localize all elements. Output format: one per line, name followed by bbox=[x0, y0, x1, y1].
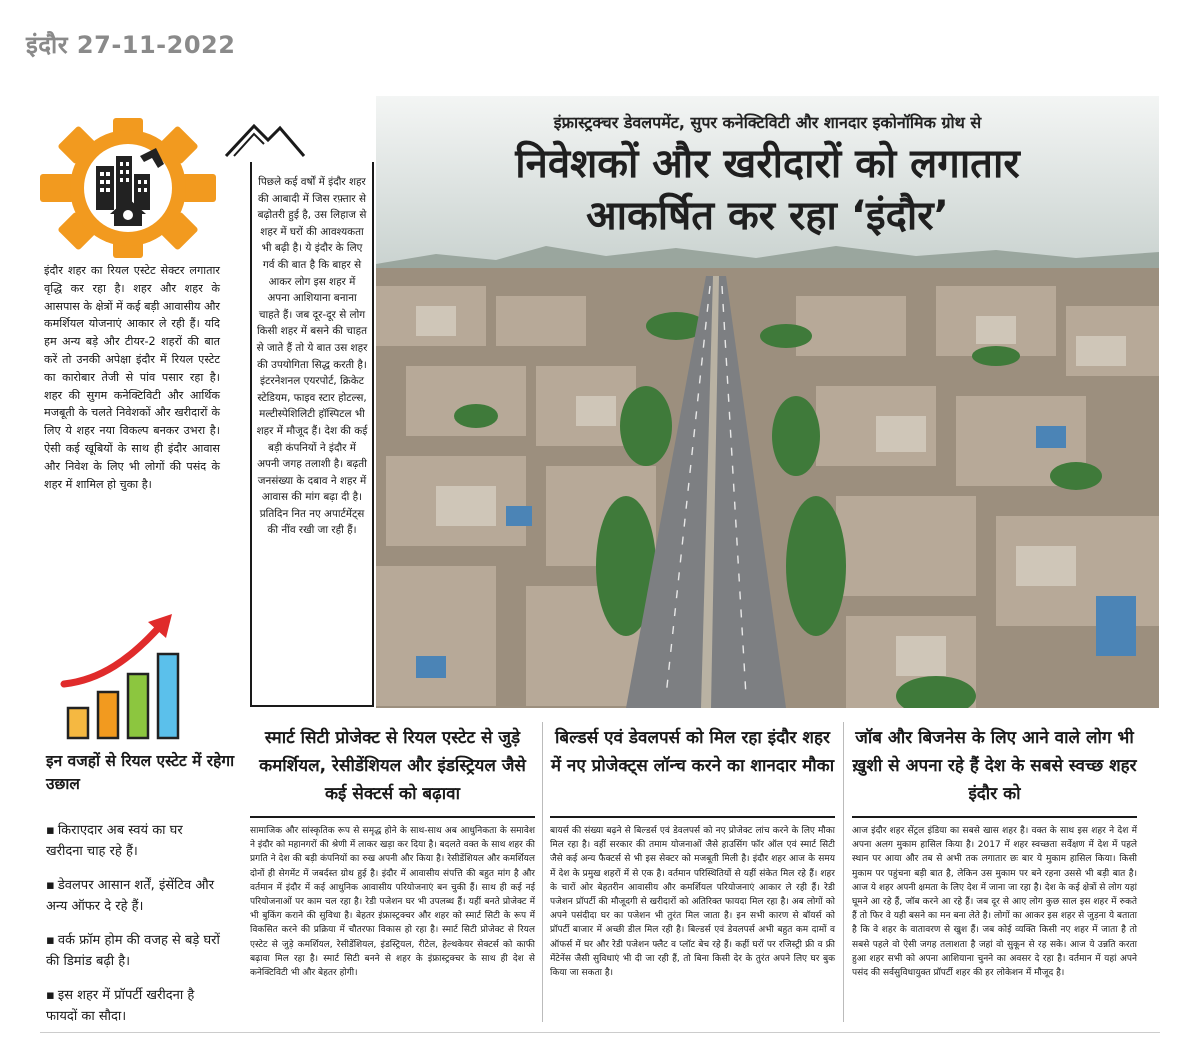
bullet-icon: ▪ bbox=[46, 933, 55, 948]
bullet-icon: ▪ bbox=[46, 823, 55, 838]
headline-line: आकर्षित कर रहा ‘इंदौर’ bbox=[586, 193, 949, 239]
reasons-title: इन वजहों से रियल एस्टेट में रहेगा उछाल bbox=[46, 752, 235, 793]
hero-kicker: इंफ्रास्ट्रक्चर डेवलपमेंट, सुपर कनेक्टिविटी और शानदार इकोनॉमिक ग्रोथ से bbox=[553, 113, 982, 132]
reasons-list bbox=[46, 820, 222, 1040]
article-body: बायर्स की संख्या बढ़ने से बिल्डर्स एवं डेवलपर्स को नए प्रोजेक्ट लांच करने के लिए मौका मिल रहा है। वहीं सरकार की तमाम योजनाओं जैसे हाउसिंग फॉर ऑल एवं स्मार्ट सिटी जैसे कई अन्य फैक्टर्स से भी इस सेक्टर को मजबूती मिली है। इंदौर शहर आज के समय में देश के प्रमुख शहरों में से एक है। वर्तमान परिस्थितियों से यहीं संकेत मिल रहे हैं। शहर के चारों ओर बेहतरीन आवासीय और कमर्शियल परियोजनाएं आकार ले रही हैं। रेडी पजेशन प्रॉपर्टी की मौजूदगी से खरीदारों को अतिरिक्त फायदा मिल रहा है। अब लोगों को अपने पसंदीदा घर का पजेशन भी तुरंत मिल जाता है। इन सभी कारण से बॉयर्स को प्रॉपर्टी बाजार में अच्छी डील मिल रही है। बिल्डर्स एवं डेवलपर्स अभी बहुत कम दामों व ऑफर्स में घर और रेडी पजेशन फ्लैट व प्लॉट बेच रहे हैं। कहीं घरों पर रजिस्ट्री फ्री व फ्री मेंटेनेंस जैसी सुविधाएं भी दी जा रही हैं, तो बिना किसी देर के तुरंत अपने लिए घर बुक किया जा सकता है। bbox=[550, 826, 835, 979]
reason-item bbox=[46, 930, 222, 972]
dateline: इंदौर 27-11-2022 bbox=[26, 31, 236, 59]
reason-text: किराएदार अब स्वयं का घर खरीदना चाह रहे हैं। bbox=[46, 823, 183, 859]
article-clean-city bbox=[852, 720, 1137, 980]
mid-column-text: पिछले कई वर्षों में इंदौर शहर की आबादी में जिस रफ़्तार से बढ़ोतरी हुई है, उस लिहाज से शहर में घरों की आवश्यकता भी बढ़ी है। ये इंदौर के लिए गर्व की बात है कि बाहर से आकर लोग इस शहर में अपना आशियाना बनाना चाहते हैं। जब दूर-दूर से लोग किसी शहर में बसने की चाहत से जाते हैं तो ये बात उस शहर की उपयोगिता सिद्ध करती है। इंटरनेशनल एयरपोर्ट, क्रिकेट स्टेडियम, फाइव स्टार होटल्स, मल्टीस्पेशिलिटी हॉस्पिटल भी शहर में मौजूद हैं। देश की कई बड़ी कंपनियों ने इंदौर में अपनी जगह तलाशी है। बढ़ती जनसंख्या के दबाव ने शहर में आवास की मांग बढ़ा दी है। प्रतिदिन नित नए अपार्टमेंट्स की नींव रखी जा रही हैं। bbox=[256, 176, 368, 537]
headline-line: निवेशकों और खरीदारों को लगातार bbox=[515, 141, 1020, 187]
column-divider bbox=[542, 722, 543, 1022]
hero-headline bbox=[376, 138, 1159, 242]
reason-item bbox=[46, 820, 222, 862]
reason-item bbox=[46, 875, 222, 917]
article-body: आज इंदौर शहर सेंट्रल इंडिया का सबसे खास शहर है। वक्त के साथ इस शहर ने देश में अपना अलग मुकाम हासिल किया है। 2017 में शहर स्वच्छता सर्वेक्षण में देश में पहले स्थान पर आया और तब से अभी तक लगातार छः बार ये मुकाम हासिल किया। किसी मुकाम पर पहुंचना बड़ी बात है, लेकिन उस मुकाम पर बने रहना उससे भी बड़ी बात है। आज ये शहर अपनी क्षमता के लिए देश में जाना जा रहा है। देश के कई क्षेत्रों से लोग यहां घूमने आ रहे हैं, जॉब करने आ रहे हैं। जब दूर से आए लोग कुछ साल इस शहर में रुकते हैं तो फिर वे यही बसने का मन बना लेते है। लोगों का आकर इस शहर से जुड़ना ये बताता है कि वे शहर के वातावरण से खुश हैं। जब कोई व्यक्ति किसी नए शहर में जाता है तो सबसे पहले वो ऐसी जगह तलाशता है जहां वो सुकून से रह सके। आज ये उन्नति करता हुआ शहर सभी को अपना आशियाना चुनने का अवसर दे रहा है। वर्तमान में यहां अपने पसंद की सर्वसुविधायुक्त प्रॉपर्टी शहर की हर लोकेशन में मौजूद है। bbox=[852, 826, 1137, 979]
article-smart-city bbox=[250, 720, 535, 980]
reason-text: वर्क फ्रॉम होम की वजह से बड़े घरों की डिमांड बढ़ी है। bbox=[46, 933, 220, 969]
reason-text: डेवलपर आसान शर्तें, इंसेंटिव और अन्य ऑफर दे रहे हैं। bbox=[46, 878, 215, 914]
bullet-icon: ▪ bbox=[46, 988, 55, 1003]
reason-item bbox=[46, 985, 222, 1027]
bottom-rule bbox=[40, 1032, 1160, 1033]
hero-aerial-photo bbox=[376, 96, 1159, 708]
gear-building-icon bbox=[40, 118, 216, 258]
article-headline: बिल्डर्स एवं डेवलपर्स को मिल रहा इंदौर शहर में नए प्रोजेक्ट्स लॉन्च करने का शानदार मौका bbox=[550, 720, 835, 818]
article-body: सामाजिक और सांस्कृतिक रूप से समृद्ध होने के साथ-साथ अब आधुनिकता के समावेश ने इंदौर को महानगरों की श्रेणी में लाकर खड़ा कर दिया है। बदलते वक्त के साथ शहर की प्रगति ने देश की बड़ी कंपनियों का रुख अपनी और किया है। रेसीडेंशियल और कमर्शियल दोनों ही सेगमेंट में जबर्दस्त ग्रोथ हुई है। इंदौर में आवासीय संपत्ति की बहुत मांग है और वर्तमान में इंदौर में कई आधुनिक आवासीय परियोजनाएं बन चुकी हैं। साथ ही कई नई परियोजनाओं पर काम चल रहा है। रेडी पजेशन घर भी उपलब्ध हैं। यहीं बनते प्रोजेक्ट में भी बुकिंग कराने की सुविधा है। बेहतर इंफ्रास्ट्रक्चर और शहर को स्मार्ट सिटी के रूप में विकसित करने की प्रक्रिया में चौतरफा विकास हो रहा है। स्मार्ट सिटी प्रोजेक्ट से रियल एस्टेट से जुड़े कमर्शियल, रेसीडेंशियल, इंडस्ट्रियल, रीटेल, हेल्थकेयर सेक्टर्स को काफी बढ़ावा मिल रहा है। स्मार्ट सिटी बनने से शहर के इंफ्रास्ट्रक्चर के साथ ही देश से कनेक्टिविटी भी और बेहतर होगी। bbox=[250, 826, 535, 979]
bullet-icon: ▪ bbox=[46, 878, 55, 893]
article-headline: स्मार्ट सिटी प्रोजेक्ट से रियल एस्टेट से जुड़े कमर्शियल, रेसीडेंशियल और इंडस्ट्रियल जैसे कई सेक्टर्स को बढ़ावा bbox=[250, 720, 535, 818]
roof-mountain-icon bbox=[224, 118, 306, 158]
growth-bar-chart-icon bbox=[60, 610, 190, 742]
intro-paragraph: इंदौर शहर का रियल एस्टेट सेक्टर लगातार वृद्धि कर रहा है। शहर और शहर के आसपास के क्षेत्रों में कई बड़ी आवासीय और कमर्शियल योजनाएं आकार ले रही हैं। यदि हम अन्य बड़े और टीयर-2 शहरों की बात करें तो उनकी अपेक्षा इंदौर में रियल एस्टेट का कारोबार तेजी से पांव पसार रहा है। शहर की सुगम कनेक्टिविटी और आर्थिक मजबूती के चलते निवेशकों और खरीदारों के लिए ये शहर नया विकल्प बनकर उभरा है। ऐसी कई खूबियों के साथ ही इंदौर आवास और निवेश के लिए भी लोगों की पसंद के शहर में शामिल हो चुका है। bbox=[44, 264, 220, 491]
reason-text: इस शहर में प्रॉपर्टी खरीदना है फायदों का सौदा। bbox=[46, 988, 195, 1024]
column-divider bbox=[843, 722, 844, 1022]
article-headline: जॉब और बिजनेस के लिए आने वाले लोग भी ख़ुशी से अपना रहे हैं देश के सबसे स्वच्छ शहर इंदौर को bbox=[852, 720, 1137, 818]
article-builders bbox=[550, 720, 835, 980]
